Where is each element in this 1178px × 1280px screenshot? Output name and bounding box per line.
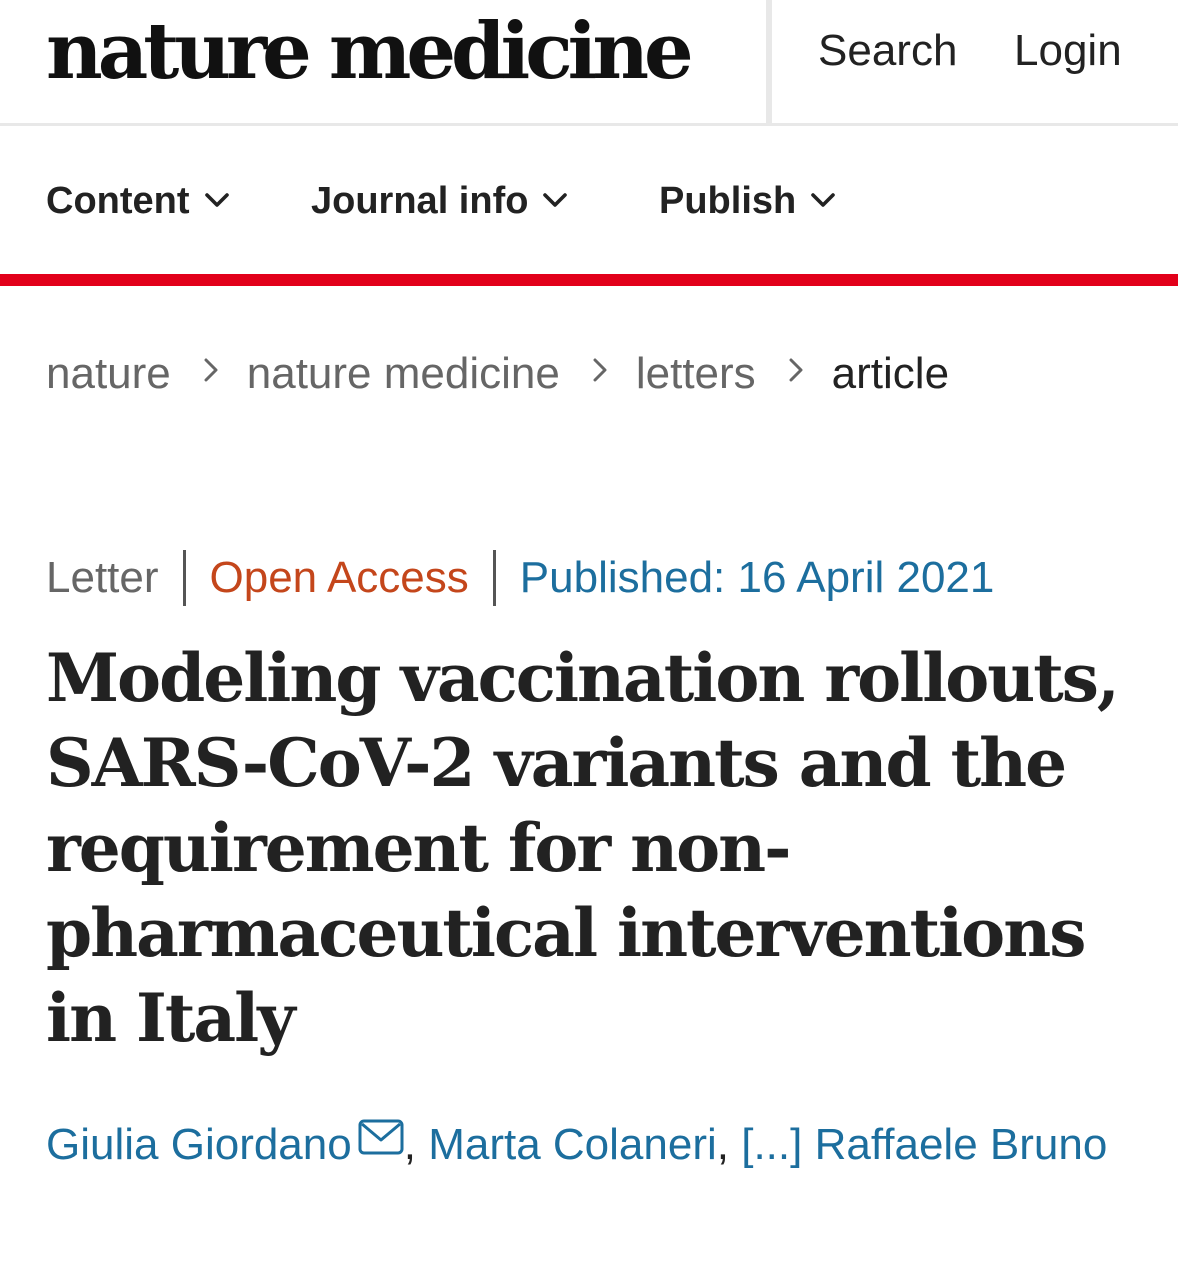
article-title: Modeling vaccination rollouts, SARS-CoV-2 variants and the requirement for non-pharmaceutical interventions in Italy bbox=[46, 639, 1118, 1057]
open-access-badge: Open Access bbox=[209, 553, 469, 602]
show-all-authors-button[interactable]: [...] bbox=[741, 1120, 803, 1169]
author-separator: , bbox=[716, 1120, 729, 1169]
author-separator: , bbox=[403, 1120, 416, 1169]
search-link[interactable]: Search bbox=[818, 26, 958, 75]
chevron-down-icon bbox=[542, 187, 568, 213]
nav-publish-label: Publish bbox=[659, 180, 797, 222]
nav-content-label: Content bbox=[46, 180, 190, 222]
published-date: Published: 16 April 2021 bbox=[519, 553, 995, 602]
nav-content-menu[interactable] bbox=[46, 176, 230, 226]
mail-icon[interactable] bbox=[358, 1119, 404, 1155]
breadcrumb-nature[interactable]: nature bbox=[46, 349, 171, 398]
login-link[interactable]: Login bbox=[1014, 26, 1122, 75]
chevron-down-icon bbox=[204, 187, 230, 213]
breadcrumb-nature-medicine[interactable]: nature medicine bbox=[246, 349, 560, 398]
header-divider bbox=[766, 0, 772, 126]
author-raffaele-bruno[interactable]: Raffaele Bruno bbox=[814, 1120, 1108, 1169]
nav-publish-menu[interactable] bbox=[659, 176, 836, 226]
meta-divider bbox=[183, 550, 186, 606]
author-giulia-giordano[interactable]: Giulia Giordano bbox=[46, 1120, 352, 1169]
article-meta bbox=[46, 548, 994, 608]
chevron-down-icon bbox=[810, 187, 836, 213]
chevron-right-icon bbox=[201, 356, 221, 384]
nav-journal-info-menu[interactable] bbox=[311, 176, 568, 226]
main-nav bbox=[0, 126, 1178, 286]
author-list bbox=[46, 1106, 1146, 1184]
article-type: Letter bbox=[46, 553, 159, 602]
author-marta-colaneri[interactable]: Marta Colaneri bbox=[428, 1120, 717, 1169]
breadcrumb-letters[interactable]: letters bbox=[635, 349, 756, 398]
nav-journal-info-label: Journal info bbox=[311, 180, 529, 222]
breadcrumb bbox=[46, 346, 949, 402]
breadcrumb-article: article bbox=[831, 349, 950, 398]
site-header bbox=[0, 0, 1178, 126]
chevron-right-icon bbox=[786, 356, 806, 384]
meta-divider bbox=[493, 550, 496, 606]
site-logo[interactable]: nature medicine bbox=[46, 6, 689, 97]
chevron-right-icon bbox=[590, 356, 610, 384]
